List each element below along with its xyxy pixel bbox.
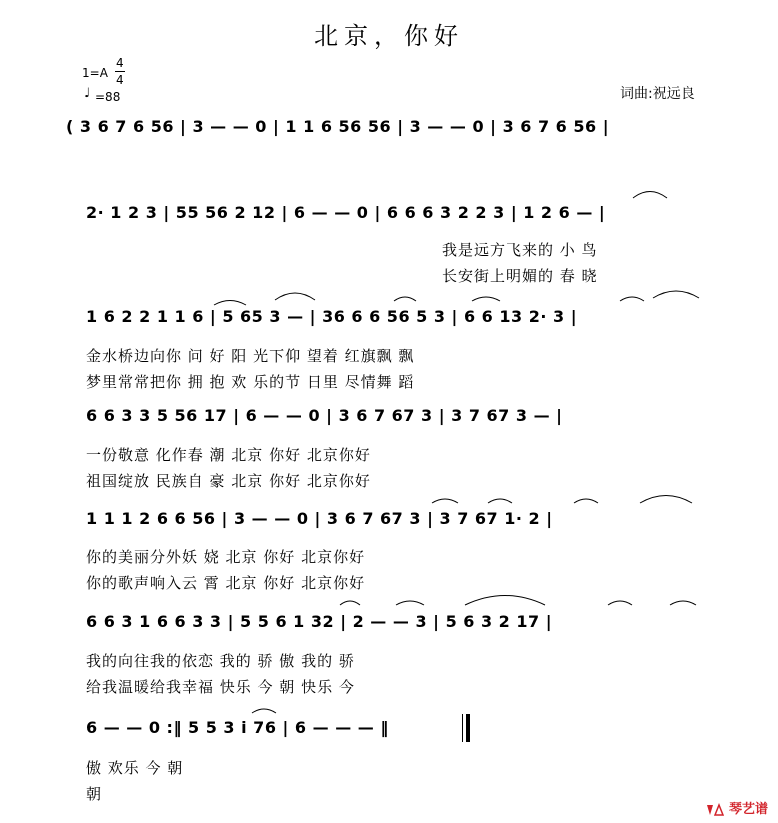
slur-arc — [394, 297, 416, 301]
quarter-note-icon: ♩ — [84, 86, 91, 101]
slur-arc — [252, 709, 276, 713]
notation-row-3: 1 6 2 2 1 1 6 | 5 65 3 — | 36 6 6 56 5 3 | 6 6 13 2· 3 | — [86, 307, 578, 326]
notation-row-7: 6 — — 0 :‖ 5 5 3 i 76 | 6 — — — ‖ — [86, 718, 389, 737]
slur-arc — [640, 496, 692, 504]
slur-arc — [670, 601, 696, 605]
tempo: =88 — [95, 90, 121, 104]
notation-row-1: ( 3 6 7 6 56 | 3 — — 0 | 1 1 6 56 56 | 3 — — 0 | 3 6 7 6 56 | — [66, 117, 610, 136]
slur-arc — [574, 499, 598, 503]
lyric-row-3-verse-1: 金水桥边向你 问 好 阳 光下仰 望着 红旗飘 飘 — [86, 347, 415, 365]
slur-arc — [633, 192, 667, 199]
notation-row-5: 1 1 1 2 6 6 56 | 3 — — 0 | 3 6 7 67 3 | 3 7 67 1· 2 | — [86, 509, 553, 528]
lyric-row-6-verse-2: 给我温暖给我幸福 快乐 今 朝 快乐 今 — [86, 678, 355, 696]
lyric-row-4-verse-2: 祖国绽放 民族自 豪 北京 你好 北京你好 — [86, 472, 371, 490]
slur-arc — [465, 596, 545, 606]
lyric-row-2-verse-1: 我是远方飞来的 小 鸟 — [442, 241, 598, 259]
lyric-row-2-verse-2: 长安街上明媚的 春 晓 — [442, 267, 598, 285]
notation-row-6: 6 6 3 1 6 6 3 3 | 5 5 6 1 32 | 2 — — 3 | 5 6 3 2 17 | — [86, 612, 553, 631]
final-barline — [466, 714, 470, 742]
slur-arc — [620, 297, 644, 301]
slur-arc — [214, 301, 246, 306]
barline — [462, 714, 463, 742]
time-signature-top: 4 — [116, 56, 124, 70]
site-logo — [706, 798, 768, 817]
lyric-row-3-verse-2: 梦里常常把你 拥 抱 欢 乐的节 日里 尽情舞 蹈 — [86, 373, 415, 391]
slur-arc — [432, 499, 458, 503]
time-signature-divider — [115, 71, 125, 72]
page-title: 北京，你好 — [314, 22, 464, 50]
logo-icon — [706, 803, 724, 817]
lyric-row-6-verse-1: 我的向往我的依恋 我的 骄 傲 我的 骄 — [86, 652, 355, 670]
slur-arc — [472, 297, 500, 301]
lyric-row-5-verse-2: 你的歌声响入云 霄 北京 你好 北京你好 — [86, 574, 366, 592]
notation-row-2: 2· 1 2 3 | 55 56 2 12 | 6 — — 0 | 6 6 6 3 2 2 3 | 1 2 6 — | — [86, 203, 606, 222]
notation-row-4: 6 6 3 3 5 56 17 | 6 — — 0 | 3 6 7 67 3 | 3 7 67 3 — | — [86, 406, 563, 425]
time-signature-bottom: 4 — [116, 73, 124, 87]
logo-text: 琴艺谱 — [728, 802, 768, 817]
lyric-row-7-verse-1: 傲 欢乐 今 朝 — [86, 759, 184, 777]
slur-arc — [275, 293, 315, 300]
slur-arc — [608, 601, 632, 605]
key-signature: 1=A — [82, 66, 108, 80]
lyric-row-4-verse-1: 一份敬意 化作春 潮 北京 你好 北京你好 — [86, 446, 371, 464]
lyric-row-5-verse-1: 你的美丽分外妖 娆 北京 你好 北京你好 — [86, 548, 366, 566]
slur-arc — [488, 499, 512, 503]
slur-arc — [340, 601, 360, 605]
slur-arc — [396, 601, 424, 605]
slur-arc — [653, 291, 699, 298]
credit-text: 词曲:祝远良 — [620, 86, 695, 102]
lyric-row-7-verse-2: 朝 — [86, 785, 103, 803]
